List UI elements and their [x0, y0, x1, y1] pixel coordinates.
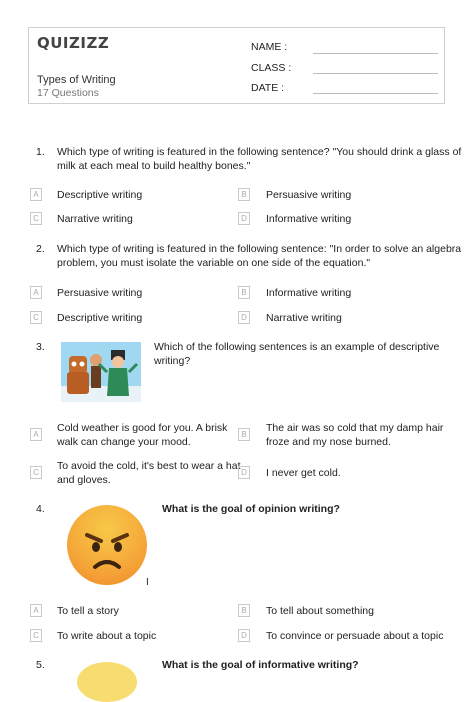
option-c-box[interactable]: C: [30, 629, 42, 642]
option-b-text-line: froze and my nose burned.: [266, 436, 391, 448]
date-field[interactable]: [313, 93, 438, 94]
option-d-text: Narrative writing: [266, 312, 342, 324]
option-b-box[interactable]: B: [238, 428, 250, 441]
worksheet-title: Types of Writing: [37, 74, 116, 86]
quizizz-logo: QUIZIZZ: [37, 34, 110, 52]
option-d-box[interactable]: D: [238, 466, 250, 479]
option-c-box[interactable]: C: [30, 212, 42, 225]
option-c-text: Descriptive writing: [57, 312, 143, 324]
option-a-text: To tell a story: [57, 605, 119, 617]
option-b-text-line: The air was so cold that my damp hair: [266, 422, 444, 434]
option-c-box[interactable]: C: [30, 311, 42, 324]
question-text-line: Which type of writing is featured in the following sentence? "You should drink a glass of: [57, 146, 462, 158]
question-number: 3.: [36, 341, 45, 353]
class-field[interactable]: [313, 73, 438, 74]
option-a-box[interactable]: A: [30, 286, 42, 299]
option-c-text-line: and gloves.: [57, 474, 111, 486]
option-a-box[interactable]: A: [30, 188, 42, 201]
option-a-text: Persuasive writing: [57, 287, 143, 299]
angry-face-icon: [67, 505, 147, 585]
option-c-text-line: To avoid the cold, it's best to wear a hat: [57, 460, 241, 472]
option-a-text: Descriptive writing: [57, 189, 143, 201]
text-caret: I: [146, 577, 149, 588]
option-b-box[interactable]: B: [238, 286, 250, 299]
option-d-text-line: I never get cold.: [266, 467, 341, 479]
option-a-box[interactable]: A: [30, 604, 42, 617]
question-count: 17 Questions: [37, 87, 99, 99]
option-b-box[interactable]: B: [238, 604, 250, 617]
question-number: 4.: [36, 503, 45, 515]
class-label: CLASS :: [251, 62, 292, 74]
cartoon-characters-image: [61, 342, 141, 402]
option-c-box[interactable]: C: [30, 466, 42, 479]
option-a-box[interactable]: A: [30, 428, 42, 441]
option-b-text: Persuasive writing: [266, 189, 352, 201]
worksheet-header: [28, 27, 445, 104]
question-number: 5.: [36, 659, 45, 671]
option-c-text: To write about a topic: [57, 630, 157, 642]
option-a-text-line: walk can change your mood.: [57, 436, 191, 448]
name-field[interactable]: [313, 53, 438, 54]
option-d-box[interactable]: D: [238, 212, 250, 225]
option-d-text: Informative writing: [266, 213, 352, 225]
option-b-text: Informative writing: [266, 287, 352, 299]
option-d-text: To convince or persuade about a topic: [266, 630, 444, 642]
option-b-box[interactable]: B: [238, 188, 250, 201]
name-label: NAME :: [251, 41, 288, 53]
option-b-text: To tell about something: [266, 605, 374, 617]
option-d-box[interactable]: D: [238, 311, 250, 324]
option-c-text: Narrative writing: [57, 213, 133, 225]
question-text-line: problem, you must isolate the variable on one side of the equation.": [57, 257, 371, 269]
question-text-line: milk at each meal to build healthy bones.": [57, 160, 251, 172]
question-text: What is the goal of informative writing?: [162, 659, 359, 671]
question-text-line: writing?: [154, 355, 191, 367]
emoji-face-icon: [77, 662, 137, 702]
question-text-line: Which of the following sentences is an example of descriptive: [154, 341, 440, 353]
question-text-line: Which type of writing is featured in the following sentence: "In order to solve an algebra: [57, 243, 462, 255]
question-number: 2.: [36, 243, 45, 255]
date-label: DATE :: [251, 82, 285, 94]
question-text: What is the goal of opinion writing?: [162, 503, 340, 515]
option-a-text-line: Cold weather is good for you. A brisk: [57, 422, 228, 434]
question-number: 1.: [36, 146, 45, 158]
option-d-box[interactable]: D: [238, 629, 250, 642]
